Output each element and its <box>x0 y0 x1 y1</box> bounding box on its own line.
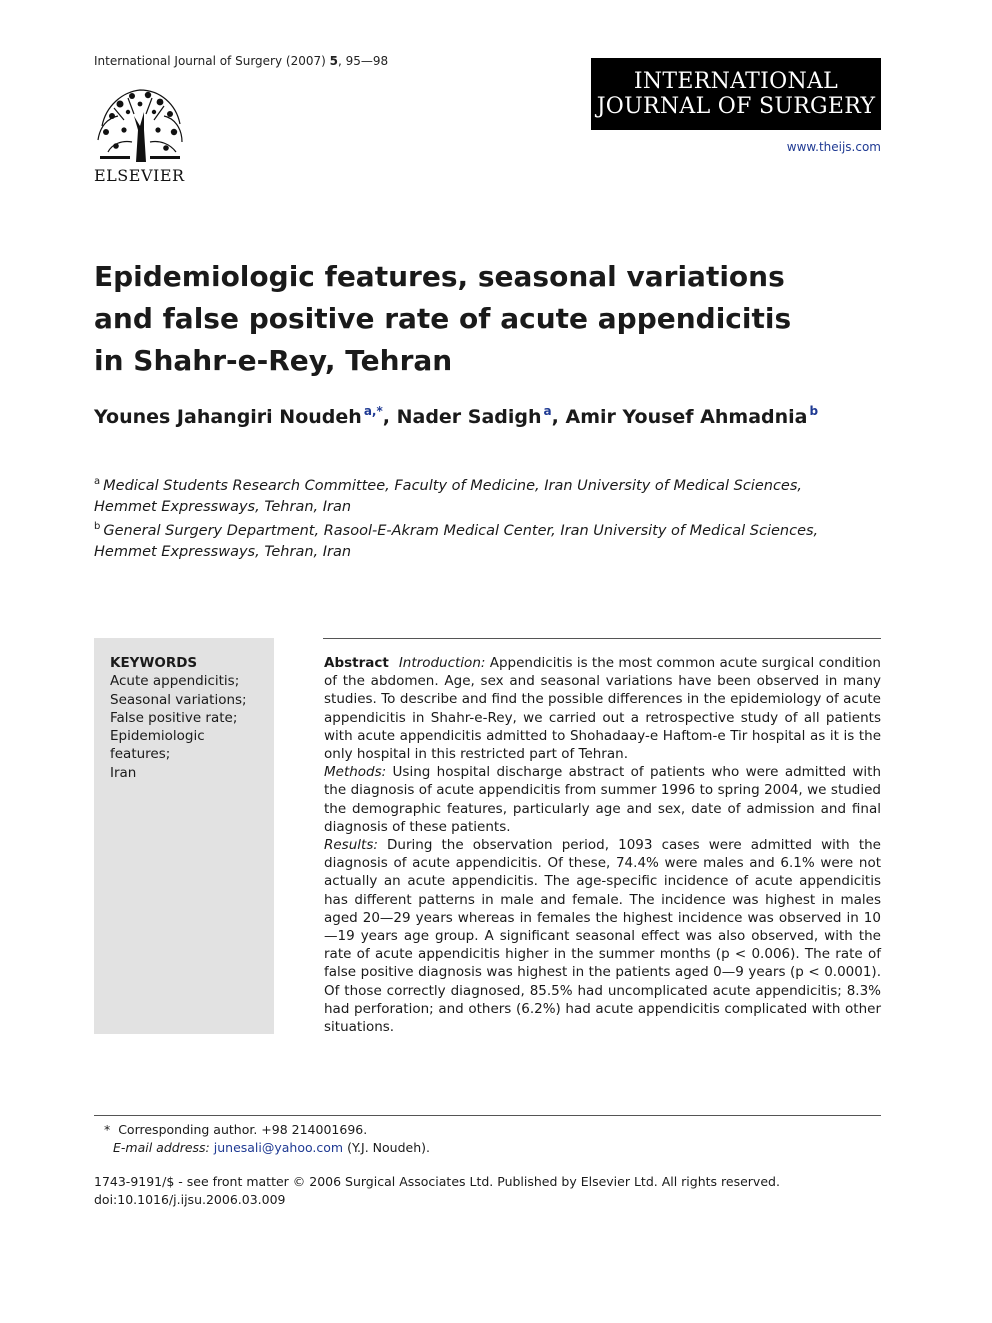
affiliation-b-line2: Hemmet Expressways, Tehran, Iran <box>94 543 352 560</box>
affiliations <box>94 472 894 562</box>
corresponding-author-footnote: * Corresponding author. +98 214001696. E-mail address: junesali@yahoo.com (Y.J. Noudeh). <box>104 1122 430 1155</box>
footnote-rule <box>94 1115 881 1116</box>
affiliation-b: $^b$ General Surgery Department, Rasool-E-Akram Medical Center, Iran University of Medical Sciences, <box>94 521 819 539</box>
keyword-item: Seasonal variations; <box>110 691 247 708</box>
abstract-introduction: Abstract Introduction: Appendicitis is the most common acute surgical condition of the abdomen. Age, sex and seasonal variations have been observed in many studies. To describe and find the possible differences in the epidemiology of acute appendicitis in Shahr-e-Rey, we carried out a retrospective study of all patients with acute appendicitis admitted to Shohadaay-e Haftom-e Tir hospital as it is the only hospital in this restricted part of Tehran. <box>324 655 881 763</box>
abstract-methods: Methods: Using hospital discharge abstract of patients who were admitted with the diagnosis of acute appendicitis from summer 1996 to spring 2004, we studied the demographic features, particularly age and sex, date of admission and final diagnosis of these patients. <box>324 764 881 835</box>
journal-url-link[interactable]: www.theijs.com <box>786 140 881 154</box>
elsevier-wordmark: ELSEVIER <box>94 166 185 185</box>
abstract-results: Results: During the observation period, 1093 cases were admitted with the diagnosis of acute appendicitis. Of these, 74.4% were males and 6.1% were not actually an acute appendicitis. The age-specific incidence of acute appendicitis has different patterns in male and female. The incidence was highest in males aged 20—29 years whereas in females the highest incidence was observed in 10—19 years age group. A significant seasonal effect was also observed, with the rate of acute appendicitis higher in the summer months (p < 0.006). The rate of false positive diagnosis was highest in the patients aged 0—9 years (p < 0.0001). Of those correctly diagnosed, 85.5% had uncomplicated acute appendicitis; 8.3% had perforation; and others (6.2%) had acute appendicitis complicated with other situations. <box>324 837 881 1036</box>
corresponding-author: Corresponding author. +98 214001696. <box>118 1122 368 1137</box>
keyword-item: False positive rate; <box>110 709 238 726</box>
email-label: E-mail address: <box>113 1140 210 1155</box>
author-affiliation-mark[interactable]: b <box>809 404 819 418</box>
affiliation-a: $^a$ Medical Students Research Committee, Faculty of Medicine, Iran University of Medical Sciences, <box>94 476 803 494</box>
title-line: in Shahr-e-Rey, Tehran <box>94 344 453 377</box>
journal-masthead <box>591 58 881 130</box>
affiliation-a-line2: Hemmet Expressways, Tehran, Iran <box>94 498 352 515</box>
abstract <box>324 654 881 1036</box>
title-line: Epidemiologic features, seasonal variations <box>94 260 785 293</box>
author-affiliation-mark[interactable]: a <box>543 404 552 418</box>
title-line: and false positive rate of acute appendicitis <box>94 302 792 335</box>
doi-line: doi:10.1016/j.ijsu.2006.03.009 <box>94 1192 286 1207</box>
keywords-heading: KEYWORDS <box>110 655 198 671</box>
elsevier-logo <box>94 86 186 185</box>
article-title <box>94 256 854 382</box>
journal-name-line1: INTERNATIONAL <box>633 69 839 94</box>
keyword-item: Iran <box>110 764 137 781</box>
email-link[interactable]: junesali@yahoo.com <box>213 1140 344 1155</box>
keywords-box <box>94 638 274 1034</box>
author-name: Nader Sadigh <box>396 406 542 428</box>
journal-name-line2: JOURNAL OF SURGERY <box>596 94 876 119</box>
copyright-line: 1743-9191/$ - see front matter © 2006 Surgical Associates Ltd. Published by Elsevier Ltd. All rights reserved. <box>94 1174 780 1189</box>
author-name: Younes Jahangiri Noudeh <box>94 406 362 428</box>
keyword-item: Epidemiologic <box>110 728 205 745</box>
author-affiliation-mark[interactable]: a,* <box>363 404 383 418</box>
author-list: Younes Jahangiri Noudeh $^{a,*}$, Nader Sadigh $^a$, Amir Yousef Ahmadnia $^b$ <box>94 404 819 428</box>
abstract-label: Abstract <box>324 655 389 671</box>
author-name: Amir Yousef Ahmadnia <box>565 406 808 428</box>
keyword-item: features; <box>110 746 171 763</box>
journal-citation: International Journal of Surgery (2007) 5, 95—98 <box>94 54 389 68</box>
keyword-item: Acute appendicitis; <box>110 673 240 690</box>
abstract-top-rule <box>323 638 881 639</box>
tree-icon <box>94 86 184 164</box>
copyright-block <box>94 1173 780 1209</box>
